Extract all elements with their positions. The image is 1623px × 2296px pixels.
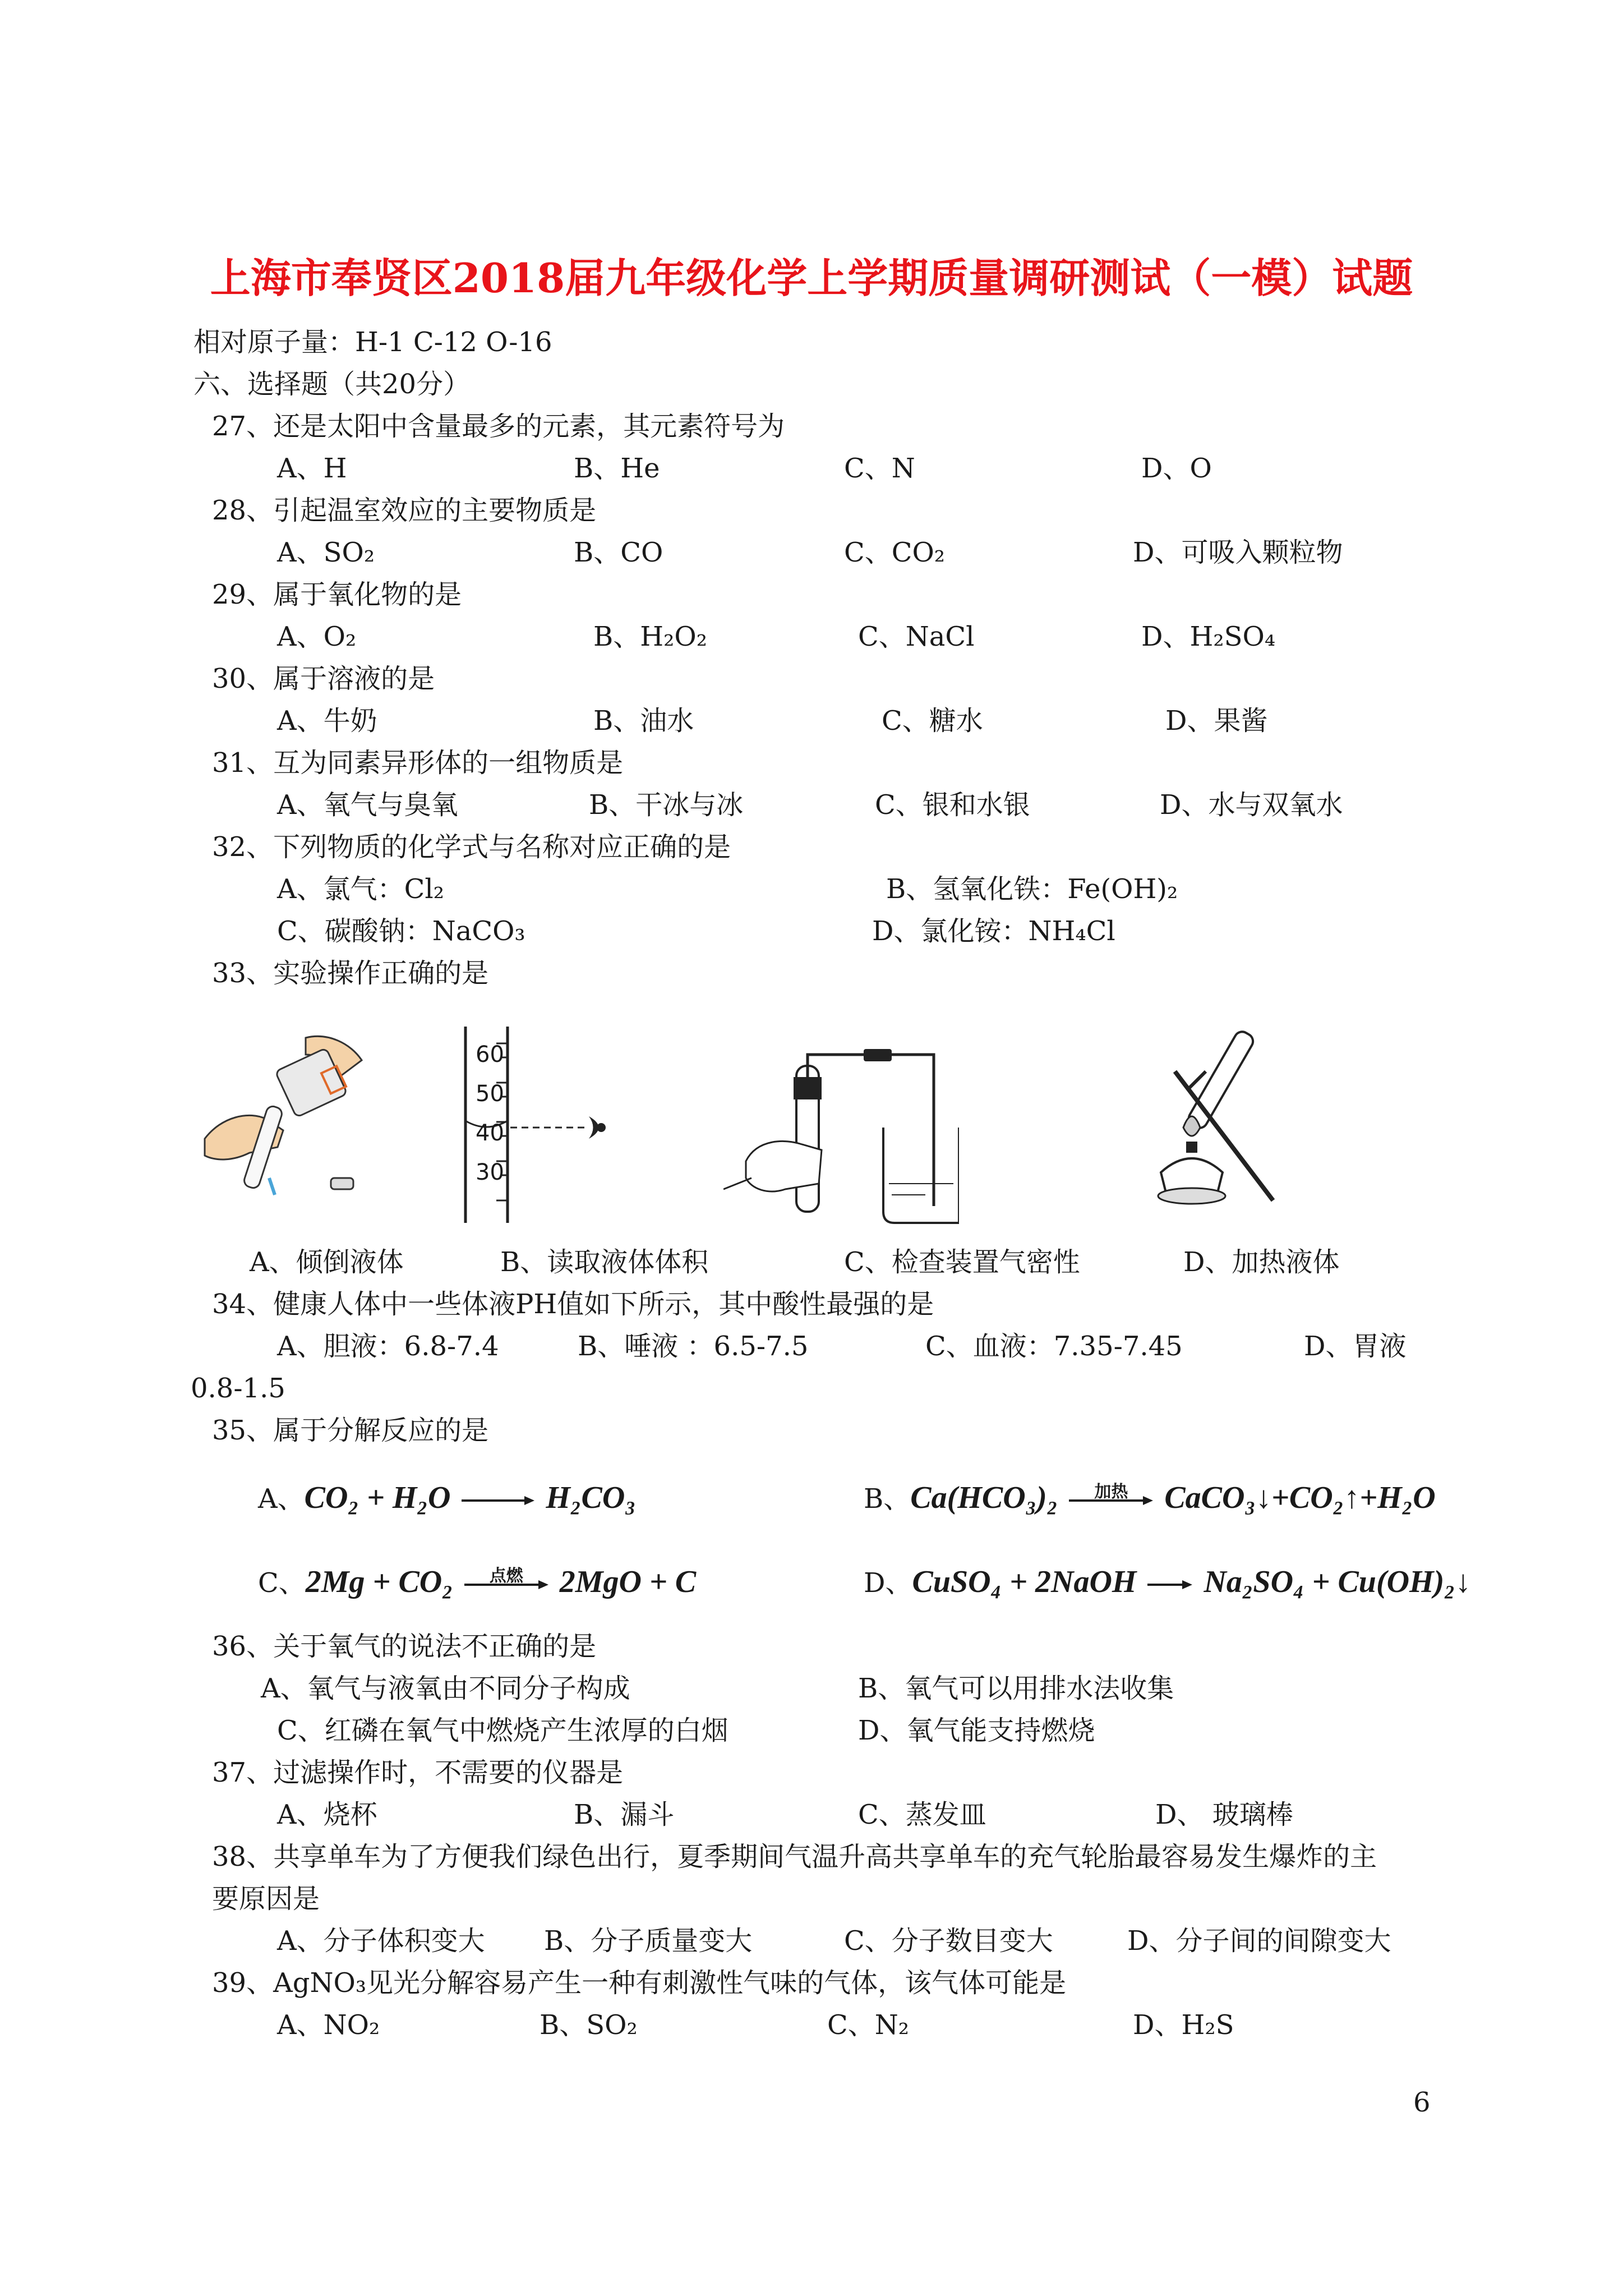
question-stem: 30、属于溶液的是	[212, 663, 435, 694]
airtightness-check-figure	[723, 1043, 959, 1231]
option: C、碳酸钠：NaCO₃	[277, 915, 525, 947]
option: A、牛奶	[277, 705, 377, 737]
atomic-mass: 相对原子量：H-1 C-12 O-16	[193, 326, 552, 358]
option: A、O₂	[277, 621, 357, 652]
question-stem: 39、AgNO₃见光分解容易产生一种有刺激性气味的气体，该气体可能是	[212, 1967, 1067, 1999]
option: D、可吸入颗粒物	[1133, 537, 1343, 568]
option: B、读取液体体积	[500, 1246, 709, 1278]
question-stem: 38、共享单车为了方便我们绿色出行，夏季期间气温升高共享单车的充气轮胎最容易发生爆炸的主	[212, 1841, 1377, 1872]
option: D、胃液	[1304, 1331, 1407, 1362]
question-stem: 34、健康人体中一些体液PH值如下所示，其中酸性最强的是	[212, 1289, 934, 1320]
option: B、He	[574, 453, 660, 484]
option: C、红磷在氧气中燃烧产生浓厚的白烟	[277, 1715, 728, 1746]
option: C、N₂	[827, 2009, 909, 2041]
pouring-liquid-figure	[199, 1027, 379, 1214]
page-title: 上海市奉贤区2018届九年级化学上学期质量调研测试（一模）试题	[210, 254, 1413, 302]
question-stem: 32、下列物质的化学式与名称对应正确的是	[212, 831, 731, 863]
tick-label: 40	[476, 1120, 504, 1146]
question-stem-continued: 要原因是	[212, 1883, 320, 1915]
option: C、蒸发皿	[858, 1799, 986, 1830]
option: D、H₂SO₄	[1141, 621, 1276, 652]
option: C、血液：7.35-7.45	[925, 1331, 1183, 1362]
tick-label: 30	[476, 1159, 504, 1185]
option: B、干冰与冰	[589, 789, 744, 821]
option: C、银和水银	[875, 789, 1030, 821]
option: D、H₂S	[1133, 2009, 1234, 2041]
option: C、检查装置气密性	[844, 1246, 1080, 1278]
equation-a: A、CO₂ + H₂O H₂CO₃	[258, 1480, 636, 1515]
option: A、H	[277, 453, 347, 484]
question-stem: 33、实验操作正确的是	[212, 958, 489, 989]
option: A、氧气与液氧由不同分子构成	[261, 1673, 630, 1704]
question-stem: 31、互为同素异形体的一组物质是	[212, 747, 624, 779]
option: C、NaCl	[858, 621, 975, 652]
option: A、分子体积变大	[277, 1925, 485, 1957]
equation-c: C、2Mg + CO₂ 点燃 2MgO + C	[258, 1565, 697, 1599]
option: A、烧杯	[277, 1799, 377, 1830]
section-heading: 六、选择题（共20分）	[193, 369, 471, 400]
option: D、分子间的间隙变大	[1127, 1925, 1391, 1957]
tick-label: 50	[476, 1081, 504, 1107]
option: B、氢氧化铁：Fe(OH)₂	[886, 873, 1178, 905]
equation-d: D、CuSO₄ + 2NaOH Na₂SO₄ + Cu(OH)₂↓	[864, 1565, 1471, 1599]
question-stem: 29、属于氧化物的是	[212, 579, 462, 610]
option: B、H₂O₂	[593, 621, 707, 652]
option: C、CO₂	[844, 537, 946, 568]
option: A、倾倒液体	[250, 1246, 404, 1278]
option: A、NO₂	[277, 2009, 380, 2041]
option: A、胆液：6.8-7.4	[277, 1331, 499, 1362]
option: A、SO₂	[277, 537, 375, 568]
option: D、氯化铵：NH₄Cl	[872, 915, 1115, 947]
question-stem: 35、属于分解反应的是	[212, 1415, 489, 1446]
page-number: 6	[1413, 2087, 1431, 2118]
option: D、水与双氧水	[1160, 789, 1343, 821]
question-stem: 37、过滤操作时，不需要的仪器是	[212, 1757, 624, 1788]
option: D、氧气能支持燃烧	[858, 1715, 1095, 1746]
option: D、果酱	[1165, 705, 1268, 737]
option: D、加热液体	[1183, 1246, 1340, 1278]
option: A、氯气：Cl₂	[277, 873, 444, 905]
question-stem: 28、引起温室效应的主要物质是	[212, 495, 597, 526]
option: B、氧气可以用排水法收集	[858, 1673, 1174, 1704]
option: B、SO₂	[540, 2009, 638, 2041]
option: B、油水	[593, 705, 694, 737]
option: C、分子数目变大	[844, 1925, 1053, 1957]
option: B、唾液 ：6.5-7.5	[578, 1331, 809, 1362]
option: B、分子质量变大	[544, 1925, 753, 1957]
option: D、O	[1141, 453, 1212, 484]
option: C、N	[844, 453, 915, 484]
option: D、 玻璃棒	[1155, 1799, 1293, 1830]
option: C、糖水	[882, 705, 983, 737]
option: B、CO	[574, 537, 663, 568]
question-stem: 27、还是太阳中含量最多的元素，其元素符号为	[212, 411, 785, 442]
option: B、漏斗	[574, 1799, 675, 1830]
graduated-cylinder-figure	[454, 1021, 634, 1231]
heating-liquid-figure	[1122, 1015, 1312, 1220]
option: A、氧气与臭氧	[277, 789, 458, 821]
question-stem: 36、关于氧气的说法不正确的是	[212, 1631, 597, 1662]
option-wrap: 0.8-1.5	[191, 1373, 285, 1404]
equation-b: B、Ca(HCO₃)₂ 加热 CaCO₃↓+CO₂↑+H₂O	[864, 1480, 1436, 1515]
tick-label: 60	[476, 1042, 504, 1068]
